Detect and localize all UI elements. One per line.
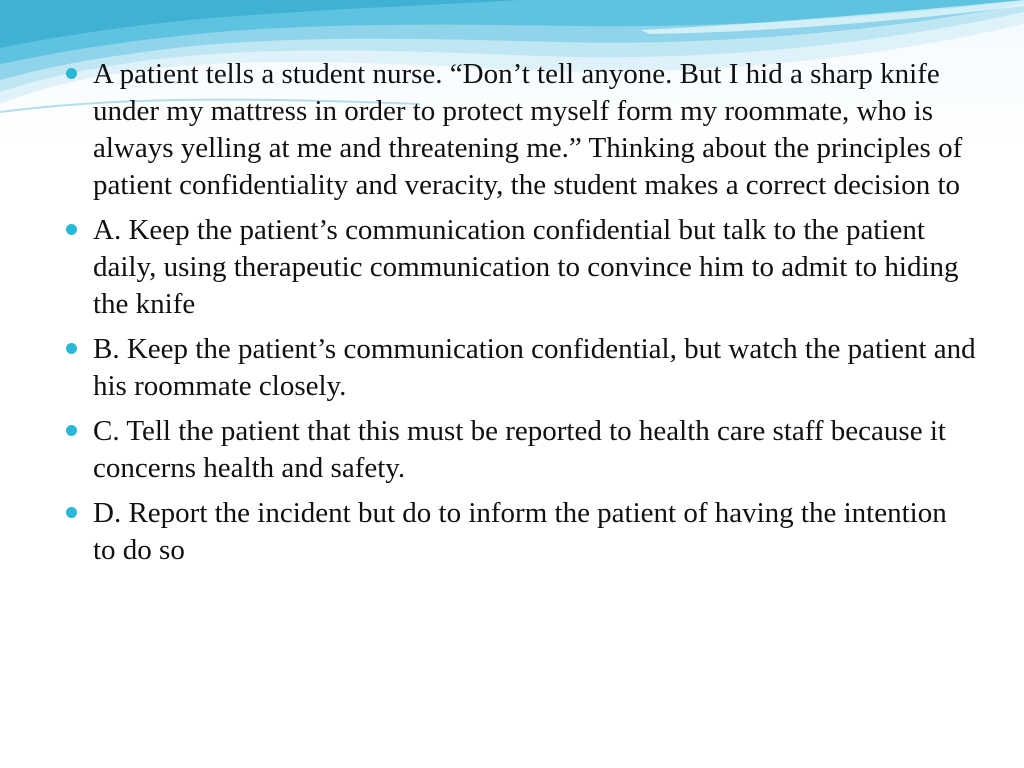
bullet-item-option-c [66, 413, 976, 487]
bullet-dot-icon [66, 507, 77, 518]
bullet-dot-icon [66, 425, 77, 436]
bullet-list [66, 56, 976, 569]
bullet-dot-icon [66, 224, 77, 235]
bullet-item-option-b [66, 331, 976, 405]
option-a-text: A. Keep the patient’s communication confidential but talk to the patient daily, using therapeutic communication to convince him to admit to hiding the knife [93, 214, 959, 320]
bullet-dot-icon [66, 343, 77, 354]
bullet-dot-icon [66, 68, 77, 79]
bullet-item-option-a [66, 212, 976, 323]
slide-body [66, 56, 976, 577]
question-text: A patient tells a student nurse. “Don’t tell anyone. But I hid a sharp knife under my mattress in order to protect myself form my roommate, who is always yelling at me and threatening me.” Thinking about the principles of patient confidentiality and veracity, the student makes a correct decision to [93, 58, 963, 201]
bullet-item-option-d [66, 495, 976, 569]
option-d-text: D. Report the incident but do to inform the patient of having the intention to do so [93, 497, 947, 566]
bullet-item-question [66, 56, 976, 204]
option-b-text: B. Keep the patient’s communication confidential, but watch the patient and his roommate closely. [93, 333, 976, 402]
option-c-text: C. Tell the patient that this must be reported to health care staff because it concerns health and safety. [93, 415, 946, 484]
